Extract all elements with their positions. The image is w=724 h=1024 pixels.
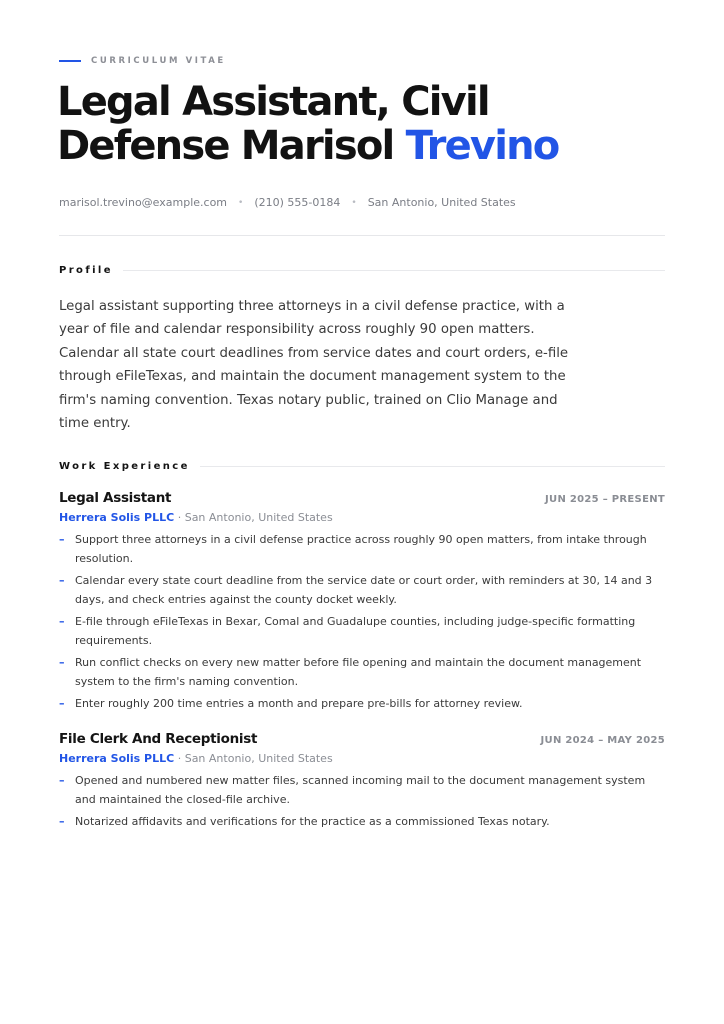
list-item bbox=[59, 613, 665, 650]
job-dates: JUN 2024 – MAY 2025 bbox=[540, 735, 665, 746]
bullet-dash: – bbox=[59, 533, 65, 546]
contact-separator: • bbox=[351, 197, 357, 208]
bullet-dash: – bbox=[59, 815, 65, 828]
bullet-text: Calendar every state court deadline from the service date or court order, with reminders at 30, 14 and 3 days, and check entries against the county docket weekly. bbox=[75, 574, 653, 606]
bullet-text: E-file through eFileTexas in Bexar, Comal and Guadalupe counties, including judge-specific formatting requirements. bbox=[75, 615, 636, 647]
contact-separator: • bbox=[238, 197, 244, 208]
eyebrow-label: CURRICULUM VITAE bbox=[91, 56, 226, 66]
list-item bbox=[59, 772, 665, 809]
job-location: · San Antonio, United States bbox=[177, 511, 333, 524]
job-bullets bbox=[59, 531, 665, 714]
job-entry bbox=[59, 490, 665, 718]
job-employer bbox=[59, 752, 665, 765]
experience-heading: Work Experience bbox=[59, 461, 190, 472]
bullet-text: Opened and numbered new matter files, scanned incoming mail to the document management system and maintained the closed-file archive. bbox=[75, 774, 646, 806]
job-entry bbox=[59, 731, 665, 836]
bullet-text: Notarized affidavits and verifications for the practice as a commissioned Texas notary. bbox=[75, 815, 550, 828]
profile-summary: Legal assistant supporting three attorneys in a civil defense practice, with a year of file and calendar responsibility across roughly 90 open matters. Calendar all state court deadlines from service dates and court orders, e-file through eFileTexas, and maintain the document management system to the firm's naming convention. Texas notary public, trained on Clio Manage and time entry. bbox=[59, 299, 569, 432]
experience-section-heading bbox=[59, 461, 665, 472]
job-bullets bbox=[59, 772, 665, 832]
headline-main: Legal Assistant, Civil Defense Marisol bbox=[57, 79, 489, 169]
list-item bbox=[59, 813, 665, 832]
job-header bbox=[59, 731, 665, 747]
profile-heading: Profile bbox=[59, 265, 113, 276]
list-item bbox=[59, 654, 665, 691]
bullet-dash: – bbox=[59, 656, 65, 669]
bullet-text: Enter roughly 200 time entries a month and prepare pre-bills for attorney review. bbox=[75, 697, 523, 710]
list-item bbox=[59, 695, 665, 714]
bullet-text: Run conflict checks on every new matter before file opening and maintain the document management system to the firm's naming convention. bbox=[75, 656, 642, 688]
contact-line bbox=[59, 196, 516, 209]
bullet-text: Support three attorneys in a civil defense practice across roughly 90 open matters, from intake through resolution. bbox=[75, 533, 647, 565]
job-dates: JUN 2025 – PRESENT bbox=[545, 494, 665, 505]
list-item bbox=[59, 572, 665, 609]
job-title: Legal Assistant bbox=[59, 490, 172, 506]
list-item bbox=[59, 531, 665, 568]
section-divider bbox=[123, 270, 665, 271]
contact-location: San Antonio, United States bbox=[367, 196, 516, 209]
page-title bbox=[57, 80, 667, 168]
section-divider bbox=[200, 466, 665, 467]
header-divider bbox=[59, 235, 665, 236]
job-title: File Clerk And Receptionist bbox=[59, 731, 258, 747]
job-header bbox=[59, 490, 665, 506]
job-company: Herrera Solis PLLC bbox=[59, 752, 175, 765]
contact-email[interactable]: marisol.trevino@example.com bbox=[59, 196, 228, 209]
profile-section-heading bbox=[59, 265, 665, 276]
eyebrow bbox=[59, 56, 226, 66]
job-location: · San Antonio, United States bbox=[177, 752, 333, 765]
bullet-dash: – bbox=[59, 615, 65, 628]
bullet-dash: – bbox=[59, 574, 65, 587]
bullet-dash: – bbox=[59, 774, 65, 787]
bullet-dash: – bbox=[59, 697, 65, 710]
contact-phone[interactable]: (210) 555-0184 bbox=[254, 196, 341, 209]
job-employer bbox=[59, 511, 665, 524]
eyebrow-accent-rule bbox=[59, 60, 81, 62]
headline-accent: Trevino bbox=[405, 123, 559, 169]
job-company: Herrera Solis PLLC bbox=[59, 511, 175, 524]
